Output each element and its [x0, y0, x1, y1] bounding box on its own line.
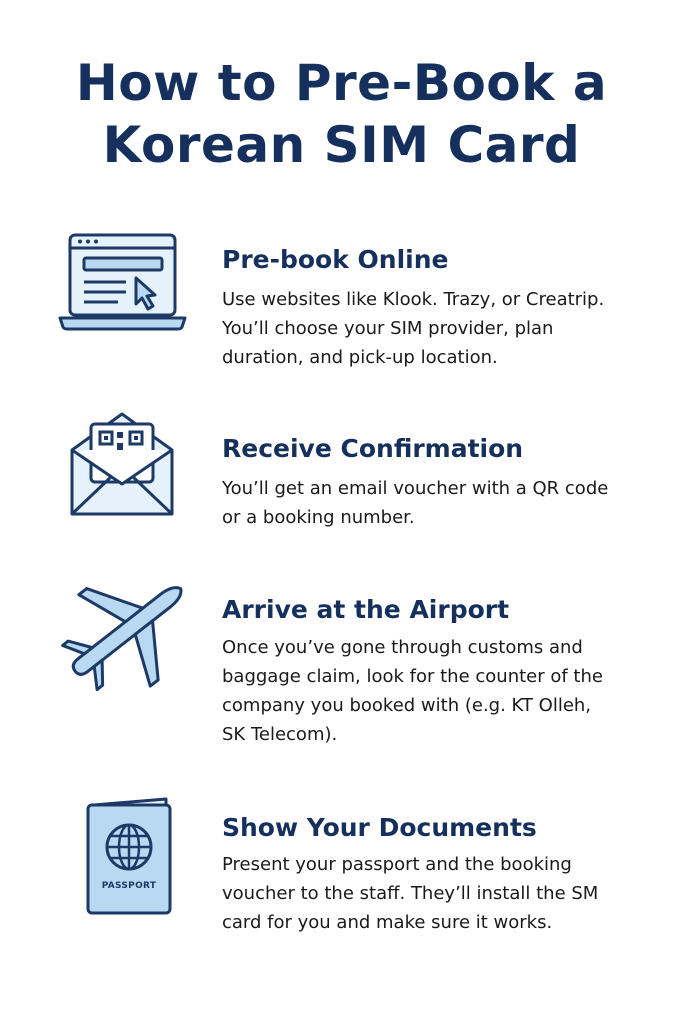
step-description-line: Use websites like Klook. Trazy, or Creatrip.: [222, 289, 605, 310]
step-description-line: baggage claim, look for the counter of the: [222, 666, 603, 687]
step-description: [222, 285, 662, 372]
laptop-browser-icon: [58, 230, 193, 350]
step-title: Pre-book Online: [222, 245, 449, 274]
passport-label: PASSPORT: [101, 881, 157, 891]
email-qr-code-icon: [58, 410, 193, 530]
step-description: [222, 633, 662, 749]
step-description-line: voucher to the staff. They’ll install the SM: [222, 883, 599, 904]
passport-icon: [58, 795, 193, 915]
step-description-line: Once you’ve gone through customs and: [222, 637, 583, 658]
step-title: Show Your Documents: [222, 813, 537, 842]
step-description-line: card for you and make sure it works.: [222, 912, 553, 933]
page-title: [0, 52, 683, 176]
step-title: Receive Confirmation: [222, 434, 524, 463]
step-description-line: You’ll get an email voucher with a QR code: [222, 478, 609, 499]
step-description-line: You’ll choose your SIM provider, plan: [222, 318, 554, 339]
step-description-line: company you booked with (e.g. KT Olleh,: [222, 695, 592, 716]
step-description: [222, 850, 662, 937]
step-description-line: or a booking number.: [222, 507, 415, 528]
step-description-line: SK Telecom).: [222, 724, 338, 745]
page-title-line-1: How to Pre-Book a: [75, 54, 608, 112]
step-title: Arrive at the Airport: [222, 595, 510, 624]
airplane-icon: [58, 575, 193, 695]
step-description-line: duration, and pick-up location.: [222, 347, 498, 368]
page-title-line-2: Korean SIM Card: [102, 116, 581, 174]
step-description: [222, 474, 662, 532]
step-description-line: Present your passport and the booking: [222, 854, 572, 875]
